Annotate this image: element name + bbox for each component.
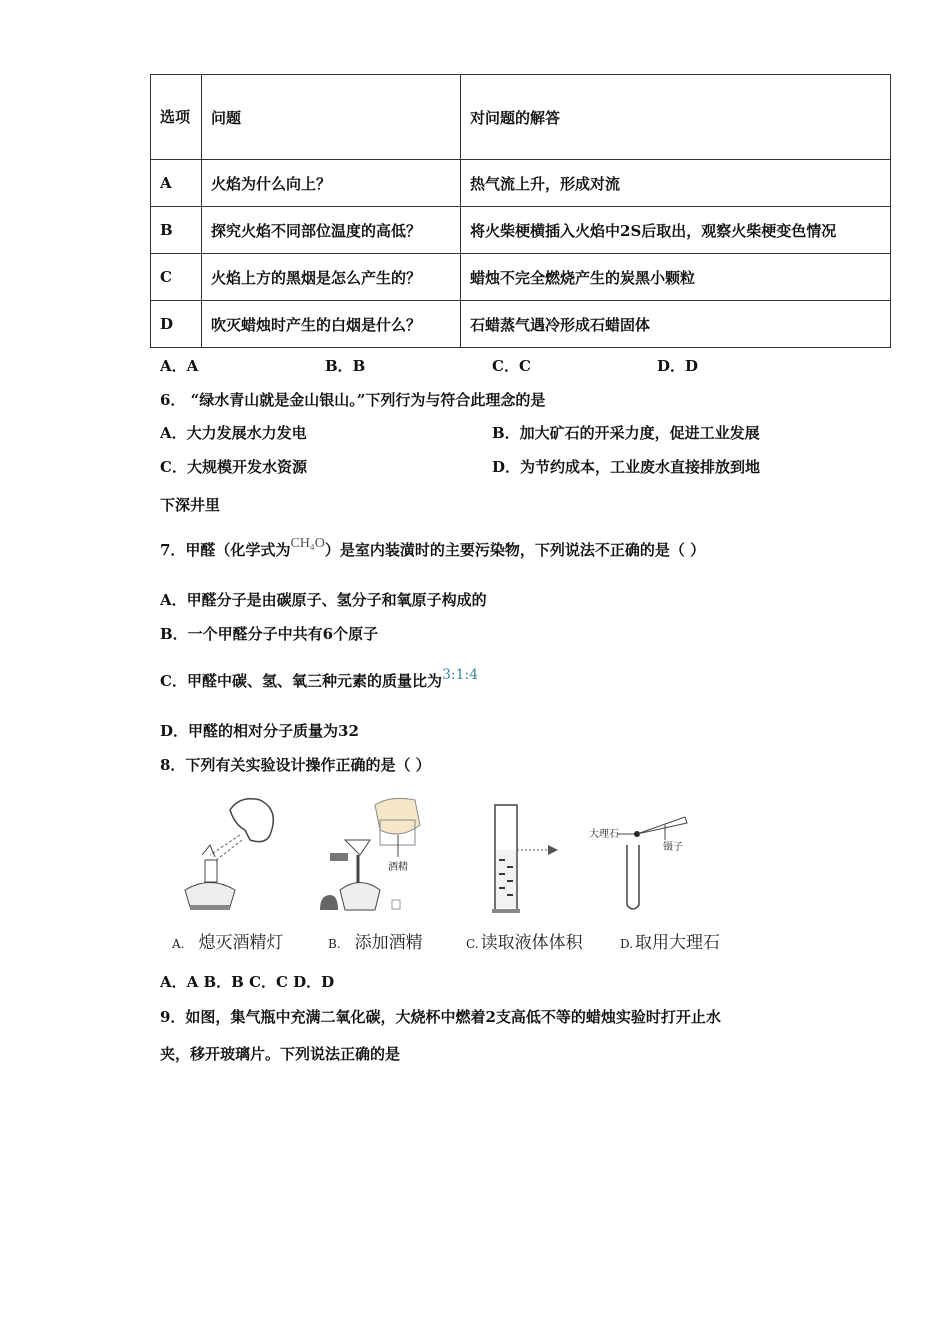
q6-option-a[interactable]: A．大力发展水力发电 [160,424,307,442]
row-option: B [151,207,202,254]
table-row [151,207,891,254]
choice-c[interactable]: C．C [492,357,531,375]
table-row [151,301,891,348]
q7-option-d[interactable]: D．甲醛的相对分子质量为32 [160,722,359,740]
q7-stem-after: ）是室内装潢时的主要污染物，下列说法不正确的是（ ） [324,541,706,559]
q7-ratio: 3:1:4 [441,667,479,683]
q7-option-c-text: C．甲醛中碳、氢、氧三种元素的质量比为 [160,672,442,690]
figure-caption-d: D. 取用大理石 [620,933,721,953]
q6-option-d-continued: 下深井里 [160,496,221,514]
row-answer: 将火柴梗横插入火焰中2S后取出，观察火柴梗变色情况 [461,207,891,254]
q7-option-c[interactable] [160,667,479,691]
header-answer: 对问题的解答 [461,75,891,160]
figure-add-alcohol [320,795,440,915]
header-option: 选项 [151,75,202,160]
figure-extinguish-lamp [180,795,290,915]
q7-formula: CH₄O [290,536,325,551]
table-row [151,160,891,207]
row-question: 火焰为什么向上？ [202,160,461,207]
q7-stem-before: 7．甲醛（化学式为 [160,541,291,559]
row-question: 火焰上方的黑烟是怎么产生的？ [202,254,461,301]
figure-caption-b: B. 添加酒精 [328,933,423,953]
q6-stem: 6． “绿水青山就是金山银山。”下列行为与符合此理念的是 [160,391,546,409]
figure-take-marble [585,795,715,915]
q6-option-d[interactable]: D．为节约成本，工业废水直接排放到地 [492,458,761,476]
figure-caption-c: C. 读取液体体积 [466,933,583,953]
question-table [150,74,891,348]
q7-stem [160,536,706,560]
q8-stem: 8．下列有关实验设计操作正确的是（ ） [160,756,431,774]
q7-option-b[interactable]: B．一个甲醛分子中共有6个原子 [160,625,379,643]
row-option: C [151,254,202,301]
tweezers-label: 镊子 [663,842,683,853]
alcohol-label: 酒精 [388,862,408,873]
q6-option-b[interactable]: B．加大矿石的开采力度，促进工业发展 [492,424,760,442]
q9-stem-line1: 9．如图，集气瓶中充满二氧化碳，大烧杯中燃着2支高低不等的蜡烛实验时打开止水 [160,1008,721,1026]
q7-option-a[interactable]: A．甲醛分子是由碳原子、氢分子和氧原子构成的 [160,591,487,609]
marble-label: 大理石 [589,829,619,840]
table-row [151,254,891,301]
row-answer: 热气流上升，形成对流 [461,160,891,207]
q6-option-c[interactable]: C．大规模开发水资源 [160,458,307,476]
q8-choices[interactable]: A．A B．B C．C D．D [160,973,335,991]
row-answer: 石蜡蒸气遇冷形成石蜡固体 [461,301,891,348]
q9-stem-line2: 夹，移开玻璃片。下列说法正确的是 [160,1045,401,1063]
choice-b[interactable]: B．B [325,357,366,375]
figure-caption-a: A. 熄灭酒精灯 [172,933,284,953]
row-option: D [151,301,202,348]
figure-read-volume [480,795,580,915]
row-question: 探究火焰不同部位温度的高低？ [202,207,461,254]
row-option: A [151,160,202,207]
row-answer: 蜡烛不完全燃烧产生的炭黑小颗粒 [461,254,891,301]
header-question: 问题 [202,75,461,160]
row-question: 吹灭蜡烛时产生的白烟是什么？ [202,301,461,348]
choice-d[interactable]: D．D [657,357,699,375]
choice-a[interactable]: A．A [160,357,199,375]
